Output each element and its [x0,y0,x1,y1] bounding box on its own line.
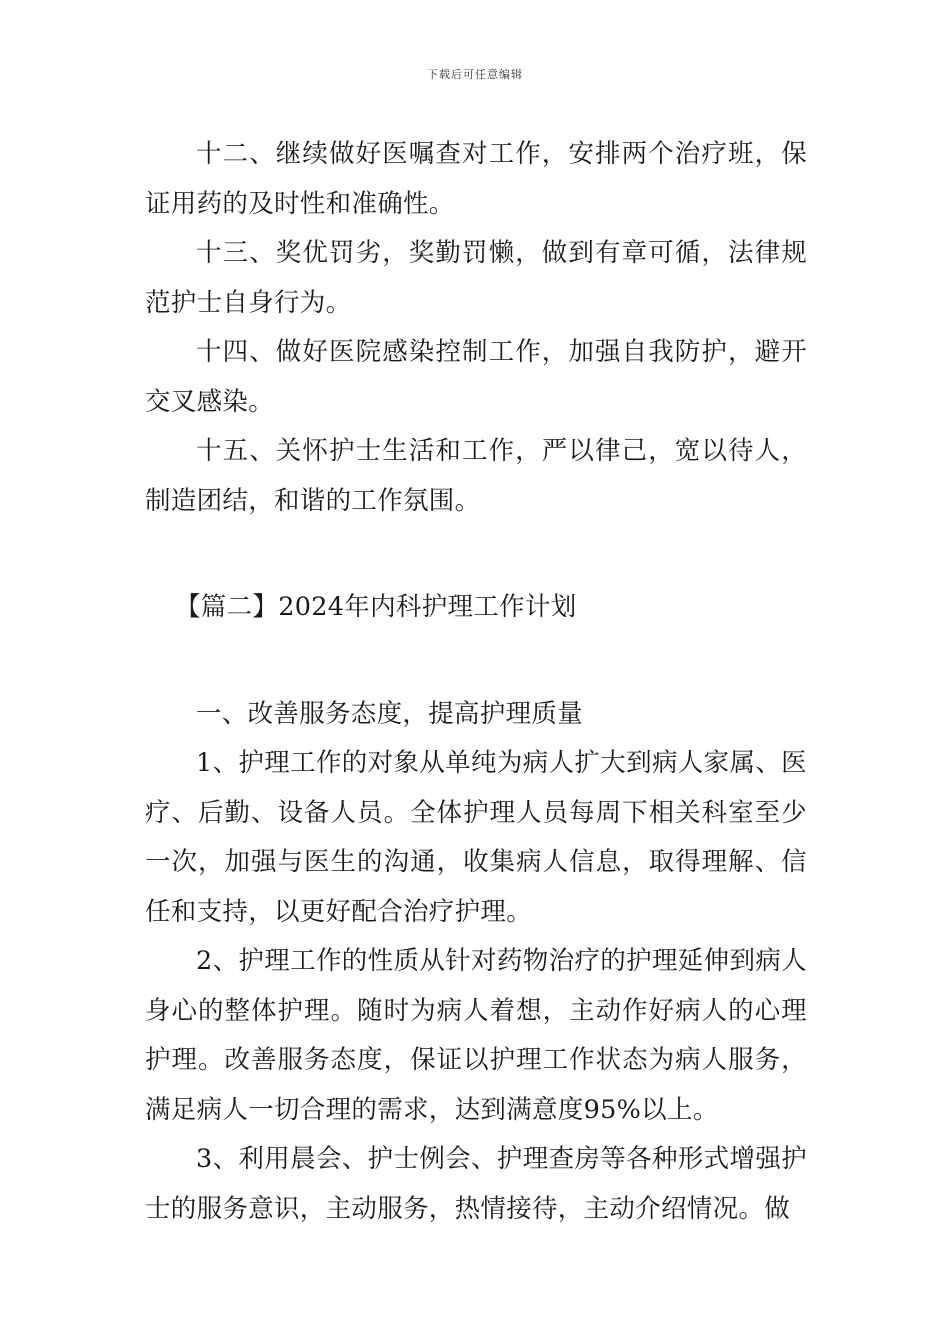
page-header-note: 下载后可任意编辑 [427,68,523,81]
paragraph-point-3: 3、利用晨会、护士例会、护理查房等各种形式增强护士的服务意识，主动服务，热情接待，主动介绍情况。做 [145,1144,807,1224]
paragraph-item-14: 十四、做好医院感染控制工作，加强自我防护，避开交叉感染。 [145,337,807,417]
section-title: 【篇二】2024年内科护理工作计划 [175,592,577,622]
paragraph-item-15: 十五、关怀护士生活和工作，严以律己，宽以待人，制造团结，和谐的工作氛围。 [145,436,807,516]
paragraph-point-2: 2、护理工作的性质从针对药物治疗的护理延伸到病人身心的整体护理。随时为病人着想，主动作好病人的心理护理。改善服务态度，保证以护理工作状态为病人服务，满足病人一切合理的需求，达到满意度95%以上。 [145,946,807,1125]
document-body [145,130,807,1234]
paragraph-point-1: 1、护理工作的对象从单纯为病人扩大到病人家属、医疗、后勤、设备人员。全体护理人员每周下相关科室至少一次，加强与医生的沟通，收集病人信息，取得理解、信任和支持，以更好配合治疗护理。 [145,748,807,927]
paragraph-item-13: 十三、奖优罚劣，奖勤罚懒，做到有章可循，法律规范护士自身行为。 [145,238,807,318]
subheading-service-attitude: 一、改善服务态度，提高护理质量 [196,698,584,729]
paragraph-item-12: 十二、继续做好医嘱查对工作，安排两个治疗班，保证用药的及时性和准确性。 [145,139,807,219]
